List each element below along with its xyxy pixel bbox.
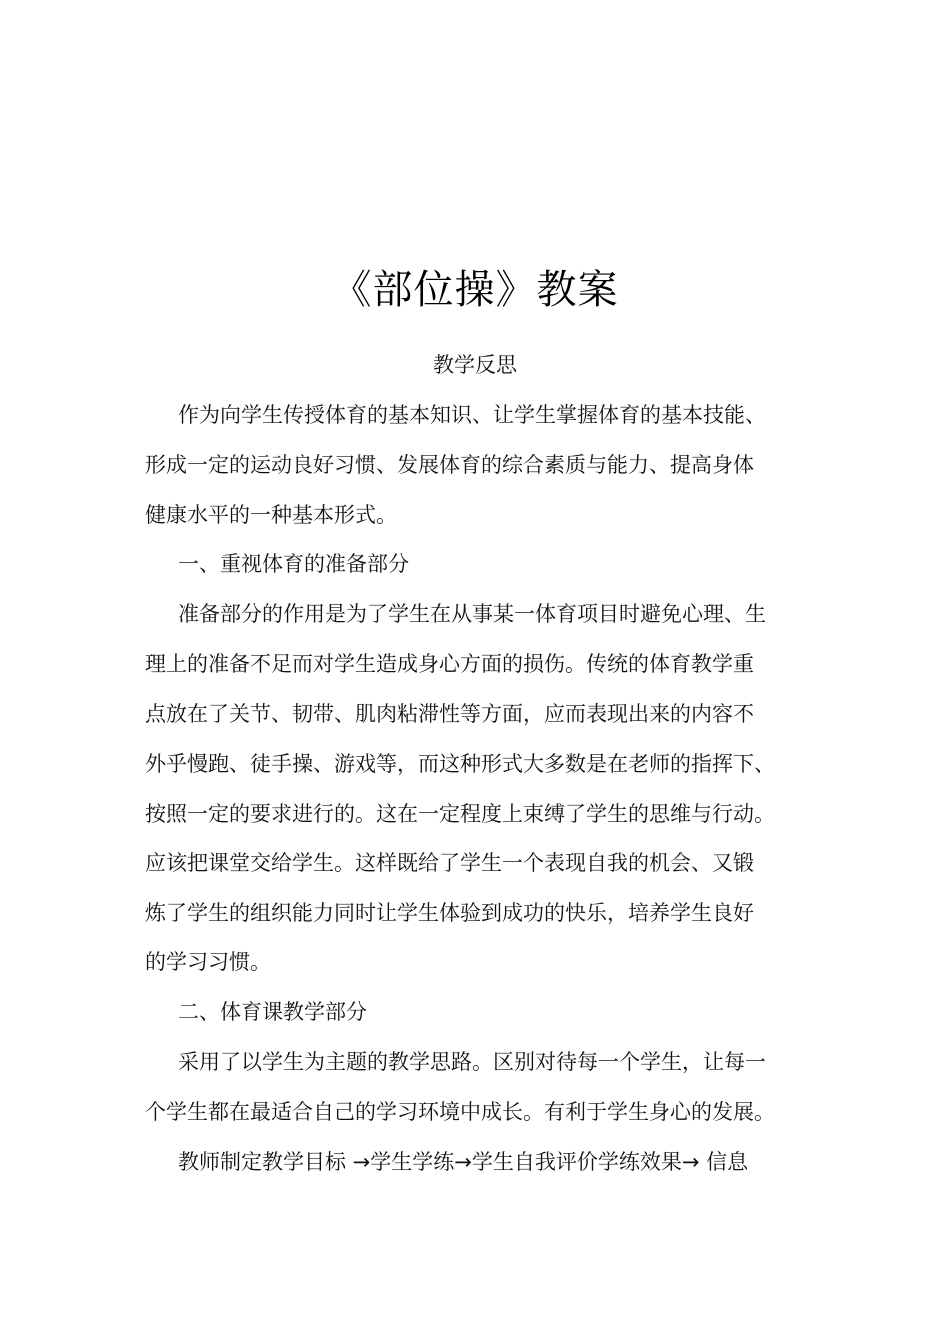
paragraph-line: 采用了以学生为主题的教学思路。区别对待每一个学生，让每一	[178, 1050, 766, 1074]
document-title: 《部位操》教案	[331, 267, 619, 313]
paragraph-line: 形成一定的运动良好习惯、发展体育的综合素质与能力、提高身体	[145, 453, 754, 477]
paragraph-line: 个学生都在最适合自己的学习环境中成长。有利于学生身心的发展。	[145, 1100, 775, 1124]
document-subtitle: 教学反思	[433, 353, 517, 377]
paragraph-line: 外乎慢跑、徒手操、游戏等，而这种形式大多数是在老师的指挥下、	[145, 752, 775, 776]
paragraph-line: 应该把课堂交给学生。这样既给了学生一个表现自我的机会、又锻	[145, 851, 754, 875]
section-heading: 一、重视体育的准备部分	[178, 552, 409, 576]
paragraph-line: 点放在了关节、韧带、肌肉粘滞性等方面，应而表现出来的内容不	[145, 702, 754, 726]
section-heading: 二、体育课教学部分	[178, 1000, 367, 1024]
paragraph-line: 理上的准备不足而对学生造成身心方面的损伤。传统的体育教学重	[145, 652, 754, 676]
paragraph-line: 炼了学生的组织能力同时让学生体验到成功的快乐，培养学生良好	[145, 901, 754, 925]
paragraph-line: 按照一定的要求进行的。这在一定程度上束缚了学生的思维与行动。	[145, 802, 775, 826]
paragraph-line: 教师制定教学目标 →学生学练→学生自我评价学练效果→ 信息	[178, 1150, 749, 1174]
paragraph-line: 准备部分的作用是为了学生在从事某一体育项目时避免心理、生	[178, 602, 766, 626]
paragraph-line: 作为向学生传授体育的基本知识、让学生掌握体育的基本技能、	[178, 403, 766, 427]
paragraph-line: 的学习习惯。	[145, 950, 271, 974]
paragraph-line: 健康水平的一种基本形式。	[145, 503, 397, 527]
